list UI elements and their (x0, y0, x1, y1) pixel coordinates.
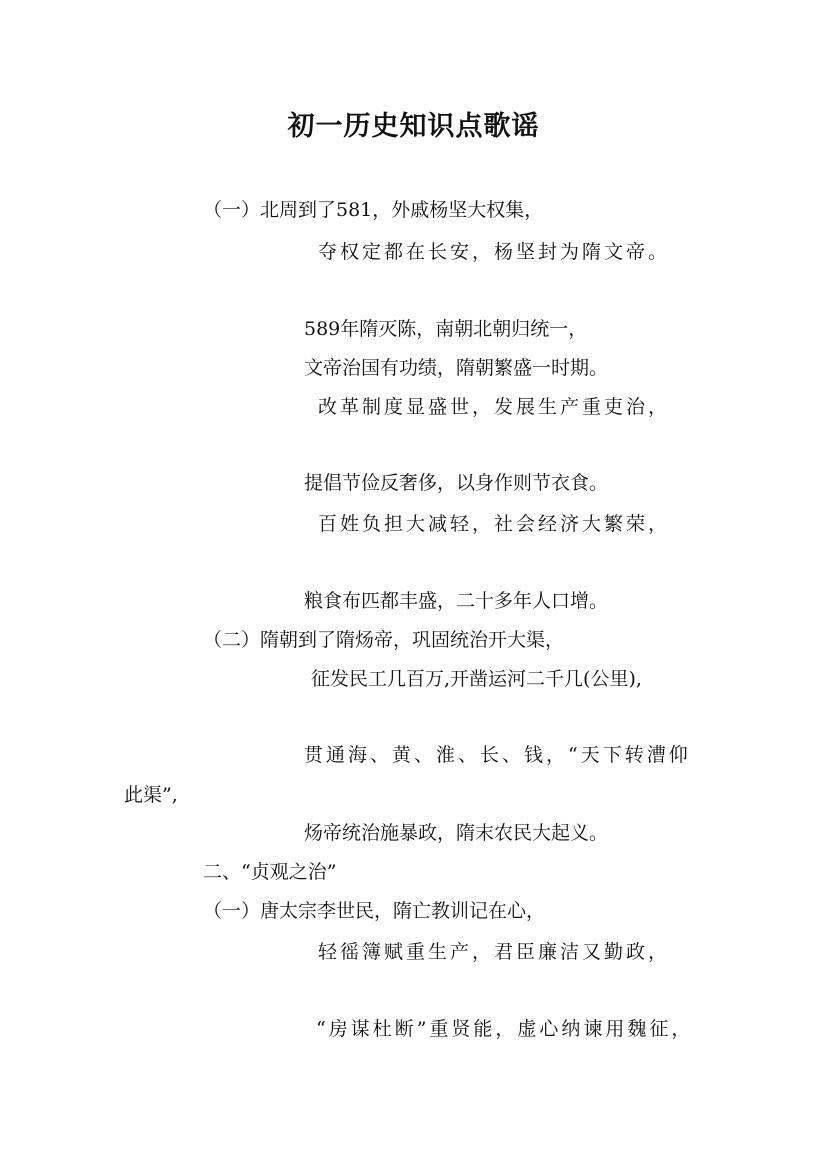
text-line: 炀帝统治施暴政，隋末农民大起义。 (304, 822, 609, 844)
text-line: “房谋杜断”重贤能，虚心纳谏用魏征， (316, 1018, 694, 1040)
text-line: 二、“贞观之治” (203, 861, 337, 883)
text-line: 此渠”, (124, 784, 178, 806)
text-line: 提倡节俭反奢侈，以身作则节衣食。 (304, 472, 609, 494)
text-line: 征发民工几百万,开凿运河二千几(公里), (311, 668, 642, 690)
text-line: （一）唐太宗李世民，隋亡教训记在心， (203, 900, 546, 922)
text-line: 粮食布匹都丰盛，二十多年人口增。 (304, 590, 609, 612)
text-line: （二）隋朝到了隋炀帝，巩固统治开大渠， (203, 629, 565, 651)
text-line: 夺权定都在长安，杨坚封为隋文帝。 (318, 241, 671, 263)
text-line: （一）北周到了581，外戚杨坚大权集， (203, 199, 544, 221)
text-line: 改革制度显盛世，发展生产重吏治， (318, 396, 671, 418)
text-line: 文帝治国有功绩，隋朝繁盛一时期。 (304, 357, 609, 379)
text-line: 贯通海、黄、淮、长、钱，“天下转漕仰 (304, 744, 691, 766)
text-line: 百姓负担大减轻，社会经济大繁荣， (318, 513, 671, 535)
text-line: 589年隋灭陈，南朝北朝归统一， (304, 318, 588, 340)
text-line: 轻徭簿赋重生产，君臣廉洁又勤政， (318, 941, 671, 963)
document-title: 初一历史知识点歌谣 (287, 111, 540, 142)
